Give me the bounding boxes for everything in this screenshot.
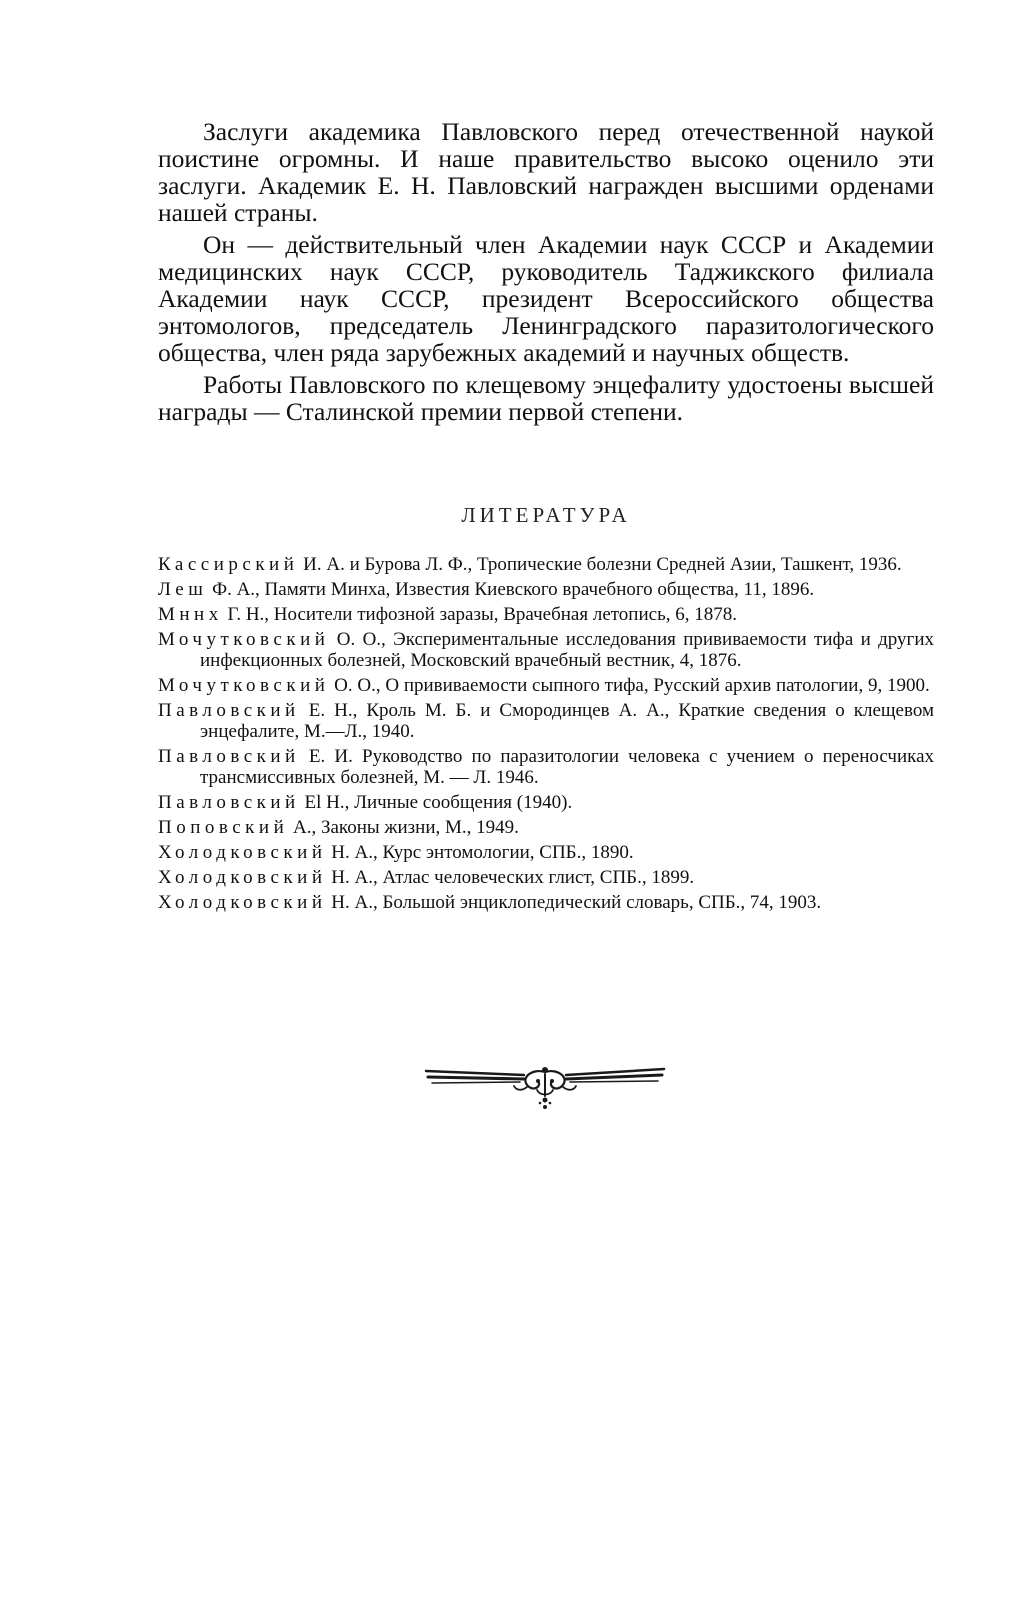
body-paragraph-1: Заслуги академика Павловского перед отечественной наукой поистине огромны. И наше правительство высоко оценило эти заслуги. Академик Е. Н. Павловский награжден высшими орденами нашей страны. (158, 117, 934, 227)
reference-item (158, 554, 934, 575)
body-paragraph-3: Работы Павловского по клещевому энцефалиту удостоены высшей награды — Сталинской премии первой степени. (158, 370, 934, 426)
reference-item (158, 629, 934, 671)
reference-item (158, 579, 934, 600)
reference-details: Н. А., Атлас человеческих глист, СПБ., 1899. (326, 867, 695, 888)
reference-details: Е. И. Руководство по паразитологии человека с учением о переносчиках трансмиссивных болезней, М. — Л. 1946. (200, 746, 934, 788)
reference-details: О. О., Экспериментальные исследования прививаемости тифа и других инфекционных болезней, Московский врачебный вестник, 4, 1876. (200, 629, 934, 671)
reference-author: Мочутковский (158, 629, 330, 650)
reference-author: Мочутковский (158, 675, 330, 696)
reference-details: Ф. А., Памяти Минха, Известия Киевского врачебного общества, 11, 1896. (207, 579, 815, 600)
reference-author: Павловский (158, 700, 300, 721)
reference-item (158, 675, 934, 696)
reference-author: Холодковский (158, 842, 327, 863)
reference-author: Поповский (158, 817, 289, 838)
reference-details: И. А. и Бурова Л. Ф., Тропические болезни Средней Азии, Ташкент, 1936. (298, 554, 902, 575)
reference-item (158, 892, 934, 913)
reference-item (158, 746, 934, 788)
reference-author: Павловский (158, 792, 300, 813)
reference-details: El Н., Личные сообщения (1940). (299, 792, 573, 813)
reference-item (158, 700, 934, 742)
reference-author: Кассирский (158, 554, 299, 575)
literature-heading: ЛИТЕРАТУРА (461, 503, 631, 527)
reference-details: Н. А., Курс энтомологии, СПБ., 1890. (326, 842, 634, 863)
reference-author: Холодковский (158, 892, 327, 913)
reference-author: Павловский (158, 746, 300, 767)
body-paragraph-2: Он — действительный член Академии наук СССР и Академии медицинских наук СССР, руководитель Таджикского филиала Академии наук СССР, президент Всероссийского общества энтомологов, председатель Ленинградского паразитологического общества, член ряда зарубежных академий и научных обществ. (158, 230, 934, 367)
reference-details: А., Законы жизни, М., 1949. (288, 817, 519, 838)
reference-item (158, 604, 934, 625)
reference-item (158, 817, 934, 838)
reference-item (158, 867, 934, 888)
reference-details: Е. Н., Кроль М. Б. и Смородинцев А. А., Краткие сведения о клещевом энцефалите, М.—Л., 1940. (200, 700, 934, 742)
reference-item (158, 842, 934, 863)
reference-list (158, 554, 934, 913)
reference-item (158, 792, 934, 813)
reference-author: Мннх (158, 604, 223, 625)
reference-author: Леш (158, 579, 208, 600)
reference-details: Н. А., Большой энциклопедический словарь, СПБ., 74, 1903. (326, 892, 822, 913)
page-content (158, 118, 934, 917)
floral-divider-ornament-icon (424, 1060, 666, 1118)
reference-details: Г. Н., Носители тифозной заразы, Врачебная летопись, 6, 1878. (222, 604, 737, 625)
reference-details: О. О., О прививаемости сыпного тифа, Русский архив патологии, 9, 1900. (329, 675, 930, 696)
reference-author: Холодковский (158, 867, 327, 888)
